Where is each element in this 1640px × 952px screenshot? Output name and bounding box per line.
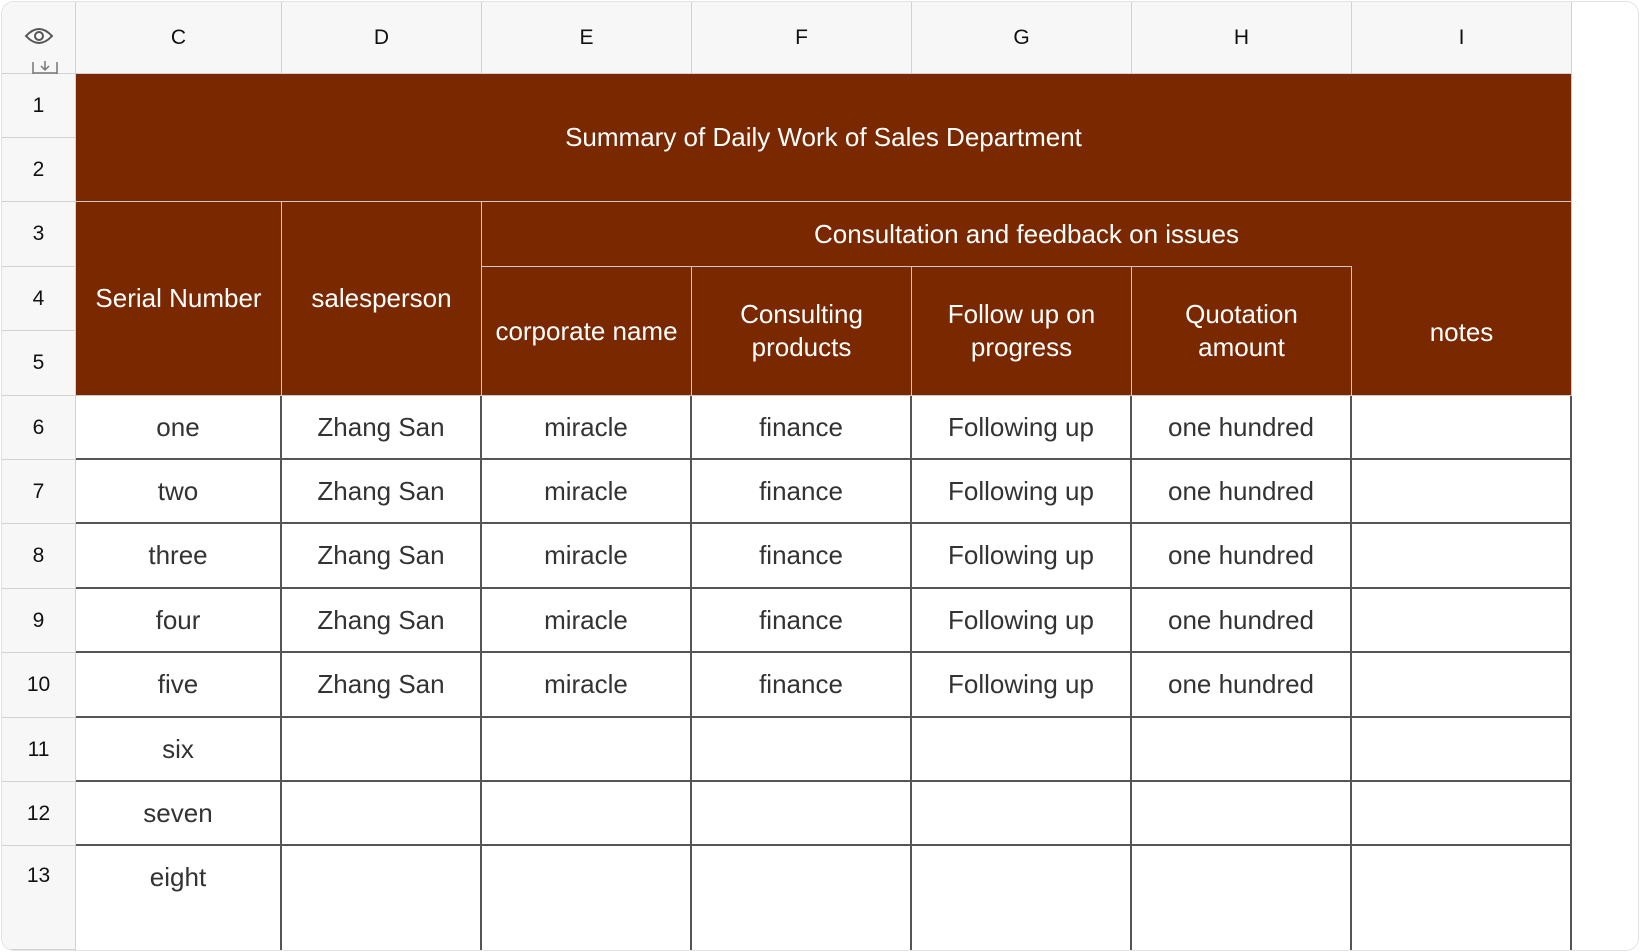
cell-corporate-name-row-8[interactable] xyxy=(482,524,692,589)
sheet-title: Summary of Daily Work of Sales Department xyxy=(565,122,1082,152)
header-salesperson-label: salesperson xyxy=(311,283,452,313)
row-header-12[interactable]: 12 xyxy=(2,782,76,846)
cell-consulting-product-row-10[interactable] xyxy=(692,653,912,718)
cell-salesperson-row-10[interactable] xyxy=(282,653,482,718)
header-notes[interactable] xyxy=(1352,202,1572,396)
cell-notes-row-13[interactable] xyxy=(1352,846,1572,950)
row-header-5[interactable]: 5 xyxy=(2,331,76,396)
cell-salesperson-row-6[interactable] xyxy=(282,396,482,460)
cell-value: finance xyxy=(759,411,843,442)
cell-value: one hundred xyxy=(1167,669,1315,699)
select-all-corner[interactable] xyxy=(2,2,76,74)
cell-serial-row-10[interactable] xyxy=(76,653,282,718)
cell-serial-row-13[interactable] xyxy=(76,846,282,950)
header-consultation-group-label: Consultation and feedback on issues xyxy=(814,218,1239,249)
cell-value: Zhang San xyxy=(317,604,445,635)
cell-value: Following up xyxy=(948,604,1094,635)
cell-salesperson-row-12[interactable] xyxy=(282,782,482,846)
cell-quotation-row-7[interactable] xyxy=(1132,460,1352,524)
row-header-7[interactable]: 7 xyxy=(2,460,76,524)
header-serial-number-label: Serial Number xyxy=(95,283,262,313)
cell-quotation-row-12[interactable] xyxy=(1132,782,1352,846)
cell-salesperson-row-7[interactable] xyxy=(282,460,482,524)
header-quotation-amount[interactable] xyxy=(1132,267,1352,396)
cell-follow-up-row-11[interactable] xyxy=(912,718,1132,782)
cell-value: one hundred xyxy=(1167,540,1315,570)
cell-salesperson-row-8[interactable] xyxy=(282,524,482,589)
sheet-title-cell[interactable] xyxy=(76,74,1572,202)
header-consulting-products[interactable] xyxy=(692,267,912,396)
cell-value: one hundred xyxy=(1167,475,1315,506)
cell-serial-row-12[interactable] xyxy=(76,782,282,846)
cell-notes-row-7[interactable] xyxy=(1352,460,1572,524)
row-header-8[interactable]: 8 xyxy=(2,524,76,589)
cell-consulting-product-row-13[interactable] xyxy=(692,846,912,950)
column-header-c[interactable]: C xyxy=(76,2,282,74)
cell-value: miracle xyxy=(544,604,628,635)
cell-salesperson-row-13[interactable] xyxy=(282,846,482,950)
cell-corporate-name-row-13[interactable] xyxy=(482,846,692,950)
cell-value: five xyxy=(157,669,199,699)
header-serial-number[interactable] xyxy=(76,202,282,396)
row-header-4[interactable]: 4 xyxy=(2,267,76,331)
row-header-3[interactable]: 3 xyxy=(2,202,76,267)
cell-consulting-product-row-11[interactable] xyxy=(692,718,912,782)
cell-value: miracle xyxy=(544,411,628,442)
header-notes-label: notes xyxy=(1429,317,1494,347)
cell-value: six xyxy=(162,733,194,764)
row-header-11[interactable]: 11 xyxy=(2,718,76,782)
cell-follow-up-row-10[interactable] xyxy=(912,653,1132,718)
header-corporate-name-label: corporate name xyxy=(495,315,678,346)
column-header-d[interactable]: D xyxy=(282,2,482,74)
column-header-f[interactable]: F xyxy=(692,2,912,74)
header-quotation-amount-label: Quotation amount xyxy=(1185,299,1298,362)
header-consulting-products-label: Consulting products xyxy=(740,299,863,362)
cell-value: miracle xyxy=(544,540,628,570)
cell-notes-row-8[interactable] xyxy=(1352,524,1572,589)
cell-consulting-product-row-12[interactable] xyxy=(692,782,912,846)
column-header-g[interactable]: G xyxy=(912,2,1132,74)
cell-follow-up-row-6[interactable] xyxy=(912,396,1132,460)
cell-salesperson-row-11[interactable] xyxy=(282,718,482,782)
cell-value: one hundred xyxy=(1167,604,1315,635)
cell-corporate-name-row-6[interactable] xyxy=(482,396,692,460)
column-header-i[interactable]: I xyxy=(1352,2,1572,74)
cell-follow-up-row-13[interactable] xyxy=(912,846,1132,950)
row-header-10[interactable]: 10 xyxy=(2,653,76,718)
row-header-9[interactable]: 9 xyxy=(2,589,76,653)
cell-value: four xyxy=(155,604,201,635)
cell-value: two xyxy=(157,475,199,506)
eye-icon[interactable] xyxy=(24,26,54,46)
cell-value: one xyxy=(156,411,200,442)
cell-value: three xyxy=(148,540,208,570)
spreadsheet-grid xyxy=(2,2,1638,950)
cell-value: Zhang San xyxy=(317,475,445,506)
row-header-1[interactable]: 1 xyxy=(2,74,76,138)
cell-quotation-row-11[interactable] xyxy=(1132,718,1352,782)
cell-value: miracle xyxy=(544,475,628,506)
cell-value: seven xyxy=(143,797,213,828)
column-header-e[interactable]: E xyxy=(482,2,692,74)
cell-value: Zhang San xyxy=(317,411,445,442)
cell-consulting-product-row-6[interactable] xyxy=(692,396,912,460)
header-corporate-name[interactable] xyxy=(482,267,692,396)
column-header-h[interactable]: H xyxy=(1132,2,1352,74)
cell-serial-row-9[interactable] xyxy=(76,589,282,653)
cell-serial-row-7[interactable] xyxy=(76,460,282,524)
cell-corporate-name-row-11[interactable] xyxy=(482,718,692,782)
cell-value: eight xyxy=(149,862,207,892)
cell-corporate-name-row-7[interactable] xyxy=(482,460,692,524)
cell-value: Following up xyxy=(948,540,1094,570)
cell-follow-up-row-12[interactable] xyxy=(912,782,1132,846)
cell-serial-row-6[interactable] xyxy=(76,396,282,460)
cell-quotation-row-9[interactable] xyxy=(1132,589,1352,653)
cell-quotation-row-13[interactable] xyxy=(1132,846,1352,950)
cell-notes-row-10[interactable] xyxy=(1352,653,1572,718)
cell-value: finance xyxy=(759,604,843,635)
cell-serial-row-8[interactable] xyxy=(76,524,282,589)
cell-corporate-name-row-9[interactable] xyxy=(482,589,692,653)
cell-value: Following up xyxy=(948,669,1094,699)
cell-consulting-product-row-7[interactable] xyxy=(692,460,912,524)
row-header-2[interactable]: 2 xyxy=(2,138,76,202)
cell-consulting-product-row-9[interactable] xyxy=(692,589,912,653)
cell-salesperson-row-9[interactable] xyxy=(282,589,482,653)
cell-serial-row-11[interactable] xyxy=(76,718,282,782)
cell-value: one hundred xyxy=(1167,411,1315,442)
cell-notes-row-11[interactable] xyxy=(1352,718,1572,782)
cell-follow-up-row-7[interactable] xyxy=(912,460,1132,524)
cell-quotation-row-8[interactable] xyxy=(1132,524,1352,589)
cell-quotation-row-6[interactable] xyxy=(1132,396,1352,460)
cell-value: finance xyxy=(759,669,843,699)
header-salesperson[interactable] xyxy=(282,202,482,396)
cell-quotation-row-10[interactable] xyxy=(1132,653,1352,718)
cell-consulting-product-row-8[interactable] xyxy=(692,524,912,589)
cell-value: Following up xyxy=(948,475,1094,506)
row-header-6[interactable]: 6 xyxy=(2,396,76,460)
cell-value: Zhang San xyxy=(317,540,445,570)
cell-corporate-name-row-12[interactable] xyxy=(482,782,692,846)
cell-notes-row-12[interactable] xyxy=(1352,782,1572,846)
cell-value: Following up xyxy=(948,411,1094,442)
cell-notes-row-9[interactable] xyxy=(1352,589,1572,653)
cell-value: finance xyxy=(759,475,843,506)
cell-value: Zhang San xyxy=(317,669,445,699)
cell-follow-up-row-9[interactable] xyxy=(912,589,1132,653)
header-follow-up-label: Follow up on progress xyxy=(947,299,1096,362)
row-header-13[interactable]: 13 xyxy=(2,846,76,950)
cell-follow-up-row-8[interactable] xyxy=(912,524,1132,589)
cell-corporate-name-row-10[interactable] xyxy=(482,653,692,718)
header-follow-up[interactable] xyxy=(912,267,1132,396)
cell-value: miracle xyxy=(544,669,628,699)
cell-value: finance xyxy=(759,540,843,570)
cell-notes-row-6[interactable] xyxy=(1352,396,1572,460)
